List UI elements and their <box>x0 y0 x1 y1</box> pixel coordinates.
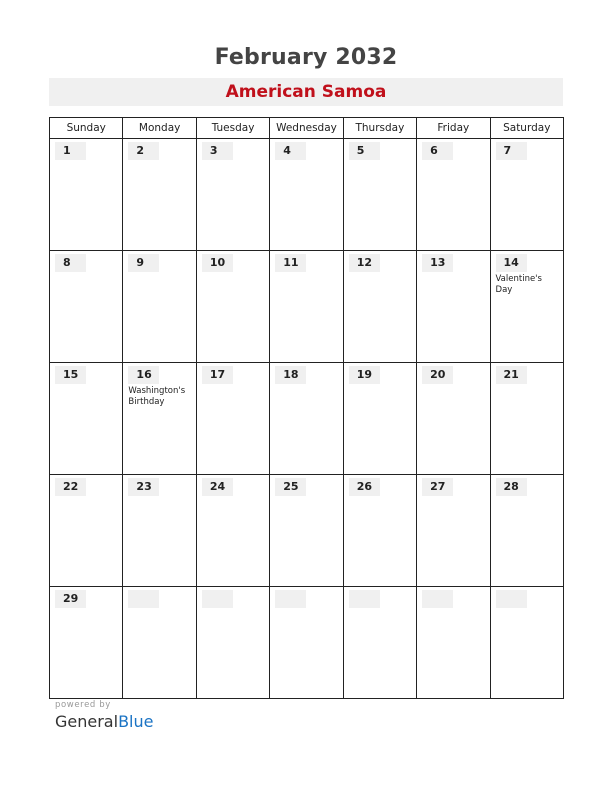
day-cell <box>490 587 563 699</box>
day-number: 7 <box>496 142 527 160</box>
day-cell <box>123 139 196 251</box>
weekday-header-row <box>50 118 564 139</box>
day-number: 14 <box>496 254 527 272</box>
day-cell <box>270 363 343 475</box>
day-cell <box>490 363 563 475</box>
day-cell <box>50 363 123 475</box>
day-number: 27 <box>422 478 453 496</box>
day-number: 4 <box>275 142 306 160</box>
week-row <box>50 475 564 587</box>
day-number: 22 <box>55 478 86 496</box>
day-number: 13 <box>422 254 453 272</box>
day-number <box>202 590 233 608</box>
powered-by-text: powered by <box>55 700 111 710</box>
day-cell <box>270 139 343 251</box>
day-cell <box>343 475 416 587</box>
day-number: 8 <box>55 254 86 272</box>
day-number: 15 <box>55 366 86 384</box>
day-number: 16 <box>128 366 159 384</box>
day-number: 19 <box>349 366 380 384</box>
weekday-header: Friday <box>417 118 490 139</box>
brand-name-general: General <box>55 712 119 731</box>
week-row <box>50 587 564 699</box>
day-number: 2 <box>128 142 159 160</box>
day-number: 9 <box>128 254 159 272</box>
day-cell <box>123 251 196 363</box>
holiday-label: Valentine's Day <box>495 274 542 295</box>
day-number: 10 <box>202 254 233 272</box>
day-cell <box>270 475 343 587</box>
week-row <box>50 363 564 475</box>
day-number: 3 <box>202 142 233 160</box>
day-cell <box>417 363 490 475</box>
day-cell <box>417 251 490 363</box>
weekday-header: Thursday <box>343 118 416 139</box>
day-number <box>128 590 159 608</box>
day-cell <box>343 363 416 475</box>
day-number: 11 <box>275 254 306 272</box>
day-cell <box>196 475 269 587</box>
day-cell <box>50 587 123 699</box>
day-number <box>349 590 380 608</box>
day-number: 20 <box>422 366 453 384</box>
calendar-grid <box>49 117 564 699</box>
weekday-header: Tuesday <box>196 118 269 139</box>
day-number: 5 <box>349 142 380 160</box>
day-number: 28 <box>496 478 527 496</box>
weekday-header: Saturday <box>490 118 563 139</box>
day-cell <box>490 139 563 251</box>
day-cell <box>196 587 269 699</box>
day-number: 21 <box>496 366 527 384</box>
week-row <box>50 251 564 363</box>
day-number: 23 <box>128 478 159 496</box>
day-cell <box>417 475 490 587</box>
day-cell <box>123 363 196 475</box>
day-cell <box>50 251 123 363</box>
day-cell <box>490 475 563 587</box>
week-row <box>50 139 564 251</box>
day-cell <box>343 139 416 251</box>
day-number: 1 <box>55 142 86 160</box>
weekday-header: Sunday <box>50 118 123 139</box>
day-number <box>496 590 527 608</box>
day-number: 17 <box>202 366 233 384</box>
day-cell <box>123 587 196 699</box>
day-cell <box>50 475 123 587</box>
page-title: February 2032 <box>214 45 398 70</box>
day-cell <box>196 363 269 475</box>
weekday-header: Wednesday <box>270 118 343 139</box>
weekday-header: Monday <box>123 118 196 139</box>
country-name: American Samoa <box>225 82 387 102</box>
day-number: 6 <box>422 142 453 160</box>
holiday-label: Washington's Birthday <box>128 386 186 407</box>
day-number: 18 <box>275 366 306 384</box>
day-number: 12 <box>349 254 380 272</box>
day-number <box>275 590 306 608</box>
day-cell <box>490 251 563 363</box>
day-cell <box>50 139 123 251</box>
day-number: 25 <box>275 478 306 496</box>
day-cell <box>123 475 196 587</box>
brand-logo <box>55 712 153 731</box>
day-cell <box>196 251 269 363</box>
day-cell <box>270 587 343 699</box>
day-cell <box>343 587 416 699</box>
day-cell <box>196 139 269 251</box>
day-cell <box>270 251 343 363</box>
day-cell <box>417 587 490 699</box>
day-number: 29 <box>55 590 86 608</box>
brand-name-blue: Blue <box>118 712 154 731</box>
footer-branding <box>55 700 153 731</box>
country-banner <box>49 78 563 106</box>
day-number <box>422 590 453 608</box>
day-cell <box>417 139 490 251</box>
day-number: 26 <box>349 478 380 496</box>
day-number: 24 <box>202 478 233 496</box>
day-cell <box>343 251 416 363</box>
